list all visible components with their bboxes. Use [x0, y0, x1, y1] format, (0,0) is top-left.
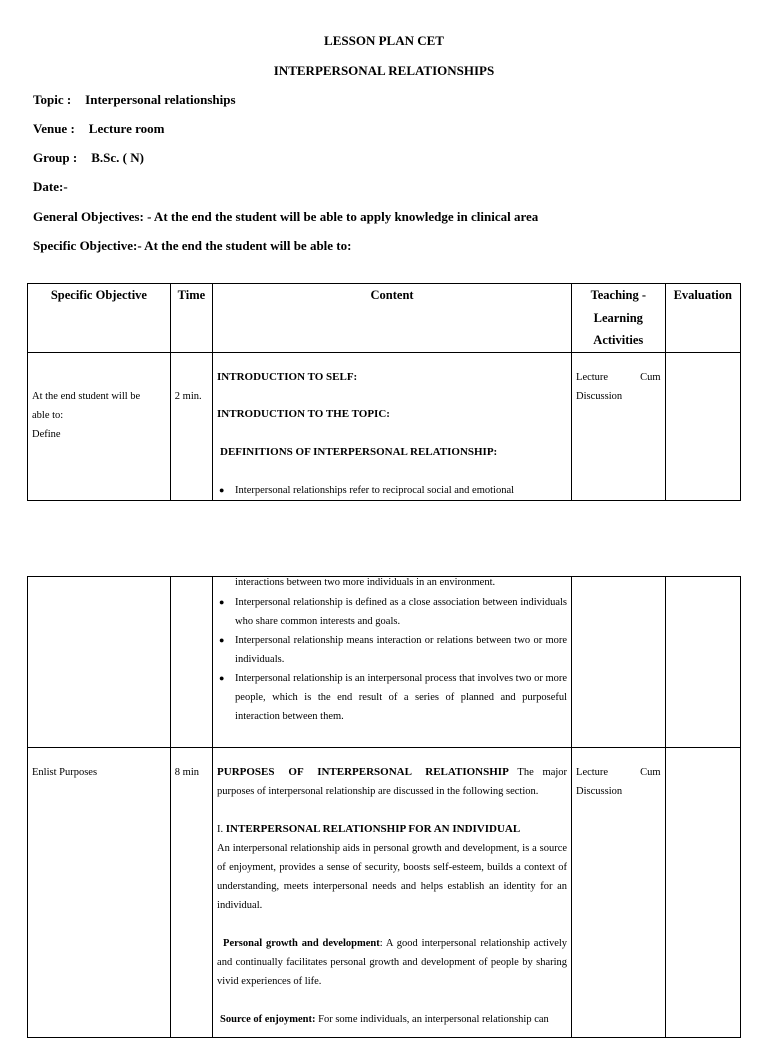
objective-line1: At the end student will be — [32, 390, 141, 402]
section-paragraph: An interpersonal relationship aids in personal growth and development, is a source of enjoyment, provides a sense of security, boosts self-esteem, builds a context of understanding, meets interpersonal needs and helps establish an identity for an individual. — [217, 843, 568, 911]
specific-objective: Specific Objective:- At the end the student will be able to: — [33, 238, 352, 253]
objective-cell — [28, 352, 171, 500]
time-cell — [170, 748, 212, 1038]
purposes-paragraph: PURPOSES OF INTERPERSONAL RELATIONSHIP The major purposes of interpersonal relationship are discussed in the following section. — [217, 766, 568, 797]
evaluation-cell — [665, 352, 740, 500]
definition-list — [217, 593, 567, 726]
group-value: B.Sc. ( N) — [91, 150, 144, 165]
header-content: Content — [213, 284, 572, 353]
evaluation-cell — [665, 577, 740, 748]
topic-line — [33, 92, 236, 108]
time-cell — [170, 352, 212, 500]
objective-cell — [28, 577, 171, 748]
evaluation-cell — [665, 748, 740, 1038]
venue-value: Lecture room — [88, 121, 165, 136]
time-cell — [170, 577, 212, 748]
objective-line3: Define — [32, 428, 61, 440]
section-number: I. — [217, 824, 224, 835]
table-row — [28, 352, 741, 500]
group-line — [33, 150, 144, 166]
intro-topic: INTRODUCTION TO THE TOPIC: — [217, 407, 390, 420]
definitions-heading: DEFINITIONS OF INTERPERSONAL RELATIONSHIP: — [220, 445, 498, 458]
content-cell — [213, 352, 572, 500]
header-time: Time — [170, 284, 212, 353]
teaching-line1: Lecture Cum — [576, 767, 661, 778]
definition-bullet: ● Interpersonal relationships refer to reciprocal social and emotional — [217, 481, 567, 500]
table-row — [28, 577, 741, 748]
teaching-line2: Discussion — [576, 786, 623, 797]
header-teaching-line3: Activities — [593, 333, 644, 347]
enjoyment-paragraph: Source of enjoyment: For some individuals, an interpersonal relationship can — [217, 1010, 567, 1029]
bullet-continuation: interactions between two more individuals in an environment. — [235, 577, 496, 588]
teaching-cell — [572, 748, 666, 1038]
group-label: Group : — [33, 150, 78, 165]
table-header-row — [28, 284, 741, 353]
enjoyment-heading: Source of enjoyment: — [220, 995, 316, 1006]
header-teaching-line1: Teaching - — [590, 288, 647, 302]
general-objectives: General Objectives: - At the end the student will be able to apply knowledge in clinical area — [33, 209, 539, 224]
growth-heading: Personal growth and development — [223, 938, 380, 949]
definition-bullet: ● Interpersonal relationship is defined as a close association between individuals who share common interests and goals. — [217, 593, 567, 631]
intro-self: INTRODUCTION TO SELF: — [217, 370, 358, 383]
lesson-plan-table-page2 — [27, 576, 741, 1038]
teaching-cell — [572, 352, 666, 500]
header-specific-objective: Specific Objective — [28, 284, 171, 353]
teaching-cell — [572, 577, 666, 748]
document-title: LESSON PLAN CET — [324, 33, 444, 48]
header-evaluation: Evaluation — [665, 284, 740, 353]
topic-label: Topic : — [33, 92, 72, 107]
venue-line — [33, 121, 164, 137]
bullet-glyph — [33, 266, 42, 278]
lesson-plan-table-page1 — [27, 283, 741, 501]
content-cell — [213, 577, 572, 748]
table-row — [28, 748, 741, 1038]
document-subtitle: INTERPERSONAL RELATIONSHIPS — [273, 63, 495, 78]
content-cell — [213, 748, 572, 1038]
teaching-line2: Discussion — [576, 390, 623, 402]
objective-line2: able to: — [32, 409, 64, 421]
venue-label: Venue : — [33, 121, 75, 136]
growth-paragraph: Personal growth and development: A good interpersonal relationship actively and continually facilitates personal growth and development of people by sharing vivid experiences of life. — [217, 938, 568, 987]
teaching-line1: Lecture Cum — [576, 371, 661, 383]
objective-value: Enlist Purposes — [32, 767, 98, 778]
header-teaching-learning — [572, 284, 666, 353]
definition-bullet: ● Interpersonal relationship is an interpersonal process that involves two or more people, which is the end result of a series of planned and purposeful interaction between them. — [217, 669, 567, 726]
definition-bullet: ● Interpersonal relationship means interaction or relations between two or more individuals. — [217, 631, 567, 669]
header-teaching-line2: Learning — [593, 310, 643, 325]
objective-cell — [28, 748, 171, 1038]
section-heading: INTERPERSONAL RELATIONSHIP FOR AN INDIVIDUAL — [225, 823, 521, 835]
bullet-glyph — [217, 991, 567, 1010]
time-value: 8 min — [174, 767, 200, 778]
section-heading-line — [217, 820, 567, 839]
topic-value: Interpersonal relationships — [85, 92, 236, 107]
date-line: Date:- — [33, 179, 68, 194]
purposes-heading: PURPOSES OF INTERPERSONAL RELATIONSHIP — [217, 766, 509, 778]
time-value: 2 min. — [174, 390, 202, 402]
